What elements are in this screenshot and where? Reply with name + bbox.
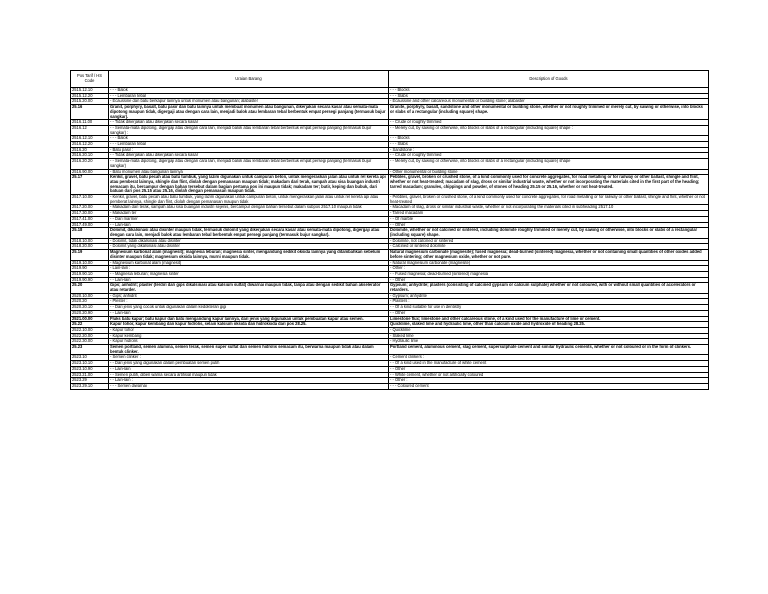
- hs-code-cell: 25.17: [71, 175, 109, 195]
- description-cell: - Macadam of slag, dross or similar industrial waste, whether or not incorporating the materials cited in subheading 2517.10: [389, 205, 709, 211]
- table-row: [71, 383, 709, 389]
- description-cell: - - Other: [389, 222, 709, 228]
- table-row: [71, 195, 709, 205]
- uraian-cell: - Magnesium karbonat alam (magnesit): [109, 260, 389, 266]
- description-cell: - Hydraulic lime: [389, 339, 709, 345]
- uraian-cell: - Kapur hidrolis: [109, 339, 389, 345]
- hs-code-cell: 2523.21.00: [71, 372, 109, 378]
- uraian-cell: - - Dari jenis yang digunakan dalam pembuatan semen putih: [109, 361, 389, 367]
- description-cell: - Dolomite, not calcined or sintered: [389, 238, 709, 244]
- description-cell: - - Of a kind suitable for use in dentistry: [389, 305, 709, 311]
- uraian-cell: - Ecaussine dan batu berkapur lainnya untuk monumen atau bangunan; alabaster: [109, 99, 389, 105]
- description-cell: - Gypsum; anhydrite: [389, 293, 709, 299]
- hs-code-cell: 2522.20.00: [71, 333, 109, 339]
- description-cell: Dolomite, whether or not calcined or sintered, including dolomite roughly trimmed or merely cut, by sawing or otherwise, into blocks or slabs of a rectangular (including square) shape.: [389, 228, 709, 238]
- hs-code-cell: 2516.20.20: [71, 159, 109, 169]
- hs-code-cell: 2520.20.90: [71, 310, 109, 316]
- table-row: [71, 345, 709, 355]
- description-cell: - - White cement, whether or not artificially coloured: [389, 372, 709, 378]
- description-cell: - Other :: [389, 266, 709, 272]
- description-cell: - - Other: [389, 366, 709, 372]
- hs-code-cell: 2522.10.00: [71, 327, 109, 333]
- uraian-cell: - - Lain-lain :: [109, 378, 389, 384]
- hs-code-cell: 25.16: [71, 105, 109, 120]
- description-cell: - - Other :: [389, 378, 709, 384]
- uraian-cell: Magnesium karbonat alam (magnesit); magnesia leburan; magnesia sinter, mengandung sedikit oksida lainnya yang ditambahkan sebelum disinter maupun tidak; magnesium oksida lainnya, murni maupun tidak.: [109, 250, 389, 260]
- hs-code-cell: 25.18: [71, 228, 109, 238]
- uraian-cell: - Kapur kembang: [109, 333, 389, 339]
- description-cell: - - - Coloured cement: [389, 383, 709, 389]
- hs-code-cell: 2523.10: [71, 355, 109, 361]
- hs-code-cell: 2522.30.00: [71, 339, 109, 345]
- uraian-cell: Dolomit, dikalsinasi atau disinter maupun tidak, termasuk dolomit yang dikerjakan secara kasar atau semata-mata dipotong, digergaji atau dengan cara lain, menjadi balok atau lembaran tebal berbentuk empat persegi panjang (termasuk bujur sangkar).: [109, 228, 389, 238]
- hs-code-cell: 2519.90.90: [71, 277, 109, 283]
- hs-code-cell: 2520.10.00: [71, 293, 109, 299]
- uraian-cell: - - - Lembaran tebal: [109, 93, 389, 99]
- description-cell: - Natural magnesium carbonate (magnesite): [389, 260, 709, 266]
- uraian-cell: - - Lain-lain: [109, 222, 389, 228]
- description-cell: - - - Blocks: [389, 136, 709, 142]
- table-body: [71, 88, 709, 390]
- uraian-cell: - - Tidak dikerjakan atau dikerjakan secara kasar: [109, 153, 389, 159]
- description-cell: - - Of a kind used in the manufacture of white cement: [389, 361, 709, 367]
- description-cell: - - - Slabs: [389, 93, 709, 99]
- hs-code-cell: 2518.20.00: [71, 244, 109, 250]
- uraian-cell: - - - Semen diwarnai: [109, 383, 389, 389]
- description-cell: - - Crude or roughly trimmed: [389, 153, 709, 159]
- uraian-cell: - Kerikil, gravel, batu pecah atau batu tumbuk, yang lazim digunakan untuk campuran beton, untuk mengeraskan jalan atau untuk rel kereta api atau pemberat lainnya, shingle dan flint, diolah dengan pemanasan maupun tidak: [109, 195, 389, 205]
- uraian-cell: - Gips; anhidrit: [109, 293, 389, 299]
- description-cell: - Quicklime: [389, 327, 709, 333]
- uraian-cell: - - Tidak dikerjakan atau dikerjakan secara kasar: [109, 120, 389, 126]
- uraian-cell: - - Dari marmer: [109, 216, 389, 222]
- description-cell: Granite, porphyry, basalt, sandstone and other monumental or building stone, whether or not roughly trimmed or merely cut, by sawing or otherwise, into blocks or slabs of a rectangular (including square) shape.: [389, 105, 709, 120]
- table-row: [71, 159, 709, 169]
- uraian-cell: - - Semata-mata dipotong, digergaji atau dengan cara lain, menjadi balok atau lembaran tebal berbentuk empat persegi panjang (termasuk bujur sangkar) :: [109, 125, 389, 135]
- description-cell: Gypsum; anhydrite; plasters (consisting of calcined gypsum or calcium sulphate) whether or not coloured, with or without small quantities of accelerators or retarders.: [389, 283, 709, 293]
- uraian-cell: - - Magnesia leburan; magnesia sinter: [109, 271, 389, 277]
- hs-code-cell: 2515.12.10: [71, 88, 109, 94]
- hs-code-cell: 2519.10.00: [71, 260, 109, 266]
- description-cell: Pebbles, gravel, broken or crushed stone, of a kind commonly used for concrete aggregates, for road metalling or for railway or other ballast, shingle and flint, whether or not heat-treated; macadam of slag, dross or similar industrial waste, whether or not incorporating the materials cited in the first part of the heading; tarred macadam; granules, chippings and powder, of stones of heading 25.15 or 25.16, whether or not heat-treated.: [389, 175, 709, 195]
- hs-code-cell: 2521.00.00: [71, 316, 109, 322]
- uraian-cell: - - Lain-lain: [109, 277, 389, 283]
- uraian-cell: - - Lain-lain: [109, 366, 389, 372]
- table-row: [71, 250, 709, 260]
- hs-code-cell: 2520.20: [71, 299, 109, 305]
- description-cell: - Calcined or sintered dolomite: [389, 244, 709, 250]
- hs-code-cell: 2516.12.10: [71, 136, 109, 142]
- hs-code-cell: 2516.11.00: [71, 120, 109, 126]
- hs-code-cell: 2516.12.20: [71, 142, 109, 148]
- hs-code-cell: 2516.90.00: [71, 169, 109, 175]
- uraian-cell: - Dolomit, tidak dikalsinasi atau disinter: [109, 238, 389, 244]
- table-row: [71, 105, 709, 120]
- hs-code-cell: 2517.10.00: [71, 195, 109, 205]
- hs-code-cell: 2515.20.00: [71, 99, 109, 105]
- description-cell: - - Other: [389, 310, 709, 316]
- description-cell: - Sandstone :: [389, 147, 709, 153]
- header-description-of-goods: Description of Goods: [389, 71, 709, 88]
- uraian-cell: - Makadam dari terak, sampah atau sisa buangan industri sejenis, bercampur dengan bahan tersebut dalam subpos 2517.10 maupun tidak: [109, 205, 389, 211]
- uraian-cell: - - - Balok: [109, 136, 389, 142]
- hs-code-cell: 2519.90: [71, 266, 109, 272]
- hs-code-cell: 2517.30.00: [71, 211, 109, 217]
- hs-code-cell: 2520.20.10: [71, 305, 109, 311]
- description-cell: - - - Slabs: [389, 142, 709, 148]
- table-header-row: [71, 71, 709, 88]
- uraian-cell: - Kapur tohor: [109, 327, 389, 333]
- uraian-cell: - - Semen putih, diberi warna secara artifisial maupun tidak: [109, 372, 389, 378]
- hs-code-cell: 2519.90.10: [71, 271, 109, 277]
- description-cell: Quicklime, slaked lime and hydraulic lime, other than calcium oxide and hydroxide of heading 28.25.: [389, 322, 709, 328]
- description-cell: Natural magnesium carbonate (magnesite); fused magnesia; dead-burned (sintered) magnesia, whether or not containing small quantities of other oxides added before sintering; other magnesium oxide, whether or not pure.: [389, 250, 709, 260]
- description-cell: - Plasters :: [389, 299, 709, 305]
- hs-code-cell: 25.22: [71, 322, 109, 328]
- tariff-table: [70, 70, 709, 390]
- description-cell: - - Crude or roughly trimmed: [389, 120, 709, 126]
- hs-code-cell: 2516.12: [71, 125, 109, 135]
- description-cell: - Other monumental or building stone: [389, 169, 709, 175]
- hs-code-cell: 25.19: [71, 250, 109, 260]
- uraian-cell: - - Dari jenis yang cocok untuk digunakan dalam kedokteran gigi: [109, 305, 389, 311]
- hs-code-cell: 2517.20.00: [71, 205, 109, 211]
- uraian-cell: Kapur tohor, kapur kembang dan kapur hidrolis, selain kalsium oksida dan hidroksida dari pos 28.25.: [109, 322, 389, 328]
- uraian-cell: - Batu monumen atau bangunan lainnya: [109, 169, 389, 175]
- uraian-cell: - - - Lembaran tebal: [109, 142, 389, 148]
- description-cell: - Cement clinkers :: [389, 355, 709, 361]
- uraian-cell: - Dolomit yang dikalsinasi atau disinter: [109, 244, 389, 250]
- hs-code-cell: 2523.29: [71, 378, 109, 384]
- hs-code-cell: 2523.29.10: [71, 383, 109, 389]
- header-uraian-barang: Uraian Barang: [109, 71, 389, 88]
- uraian-cell: Gips; anhidrit; plaster (terdiri dari gips dikalsinasi atau kalsium sulfat) diwarnai maupun tidak, tanpa atau dengan sedikit bahan akselerator atau retarder.: [109, 283, 389, 293]
- uraian-cell: - Plester :: [109, 299, 389, 305]
- uraian-cell: - Batu pasir :: [109, 147, 389, 153]
- uraian-cell: Granit, porphyry, basalt, batu pasir dan batu lainnya untuk membuat monumen atau bangunan, dikerjakan secara kasar atau semata-mata dipotong maupun tidak, digergaji atau dengan cara lain, menjadi balok atau lembaran tebal berbentuk empat persegi panjang (termasuk bujur sangkar).: [109, 105, 389, 120]
- description-cell: - Ecaussine and other calcareous monumental or building stone; alabaster: [389, 99, 709, 105]
- description-cell: - Tarred macadam: [389, 211, 709, 217]
- hs-code-cell: 2515.12.20: [71, 93, 109, 99]
- description-cell: - - Merely cut, by sawing or otherwise, into blocks or slabs of a rectangular (including square) shape: [389, 159, 709, 169]
- hs-code-cell: 25.23: [71, 345, 109, 355]
- description-cell: - - Merely cut, by sawing or otherwise, into blocks or slabs of a rectangular (including square) shape :: [389, 125, 709, 135]
- uraian-cell: - Makadam ter: [109, 211, 389, 217]
- table-row: [71, 175, 709, 195]
- hs-code-cell: 2518.10.00: [71, 238, 109, 244]
- uraian-cell: Fluks batu kapur; batu kapur dan batu mengandung kapur lainnya, dari jenis yang digunakan untuk pembuatan kapur atau semen.: [109, 316, 389, 322]
- hs-code-cell: 2517.41.00: [71, 216, 109, 222]
- description-cell: - - Other: [389, 277, 709, 283]
- description-cell: - - - Blocks: [389, 88, 709, 94]
- hs-code-cell: 2516.20.10: [71, 153, 109, 159]
- uraian-cell: Kerikil, gravel, batu pecah atau batu tumbuk, yang lazim digunakan untuk campuran beton, untuk mengeraskan jalan atau untuk rel kereta api atau pemberat lainnya, shingle dan flint, diolah dengan pemanasan maupun tidak; makadam dari terak, sampah atau sisa buangan industri semacam itu, bercampur dengan bahan tersebut dalam bagian pertama pos ini maupun tidak; makadam ter; butir, keping dan bubuk, dari batuan dari pos 25.15 atau 25.16, diolah dengan pemanasan maupun tidak.: [109, 175, 389, 195]
- table-row: [71, 283, 709, 293]
- table-row: [71, 125, 709, 135]
- uraian-cell: Semen portland, semen alumina, semen terak, semen super sulfat dan semen hidrolis semacam itu, berwarna maupun tidak atau dalam bentuk clinker.: [109, 345, 389, 355]
- description-cell: - - Of marble: [389, 216, 709, 222]
- hs-code-cell: 2516.20: [71, 147, 109, 153]
- hs-code-cell: 2517.49.00: [71, 222, 109, 228]
- hs-code-cell: 2523.10.10: [71, 361, 109, 367]
- description-cell: Limestone flux; limestone and other calcareous stone, of a kind used for the manufacture of lime or cement.: [389, 316, 709, 322]
- uraian-cell: - - Lain-lain: [109, 310, 389, 316]
- uraian-cell: - Semen clinker :: [109, 355, 389, 361]
- description-cell: Portland cement, aluminous cement, slag cement, supersulphate cement and similar hydraulic cements, whether or not coloured or in the form of clinkers.: [389, 345, 709, 355]
- table-row: [71, 228, 709, 238]
- uraian-cell: - - - Balok: [109, 88, 389, 94]
- hs-code-cell: 25.20: [71, 283, 109, 293]
- uraian-cell: - Lain-lain :: [109, 266, 389, 272]
- table-row: [71, 205, 709, 211]
- uraian-cell: - - Semata-mata dipotong, digergaji atau dengan cara lain, menjadi balok atau lembaran tebal berbentuk empat persegi panjang (termasuk bujur sangkar): [109, 159, 389, 169]
- description-cell: - Pebbles, gravel, broken or crushed stone, of a kind commonly used for concrete aggregates, for road metalling or for railway or other ballast, shingle and flint, whether or not heat-treated: [389, 195, 709, 205]
- description-cell: - Slaked lime: [389, 333, 709, 339]
- hs-code-cell: 2523.10.90: [71, 366, 109, 372]
- header-hs-code: Pos Tarif / HS Code: [71, 71, 109, 88]
- description-cell: - - Fused magnesia; dead-burned (sintered) magnesia: [389, 271, 709, 277]
